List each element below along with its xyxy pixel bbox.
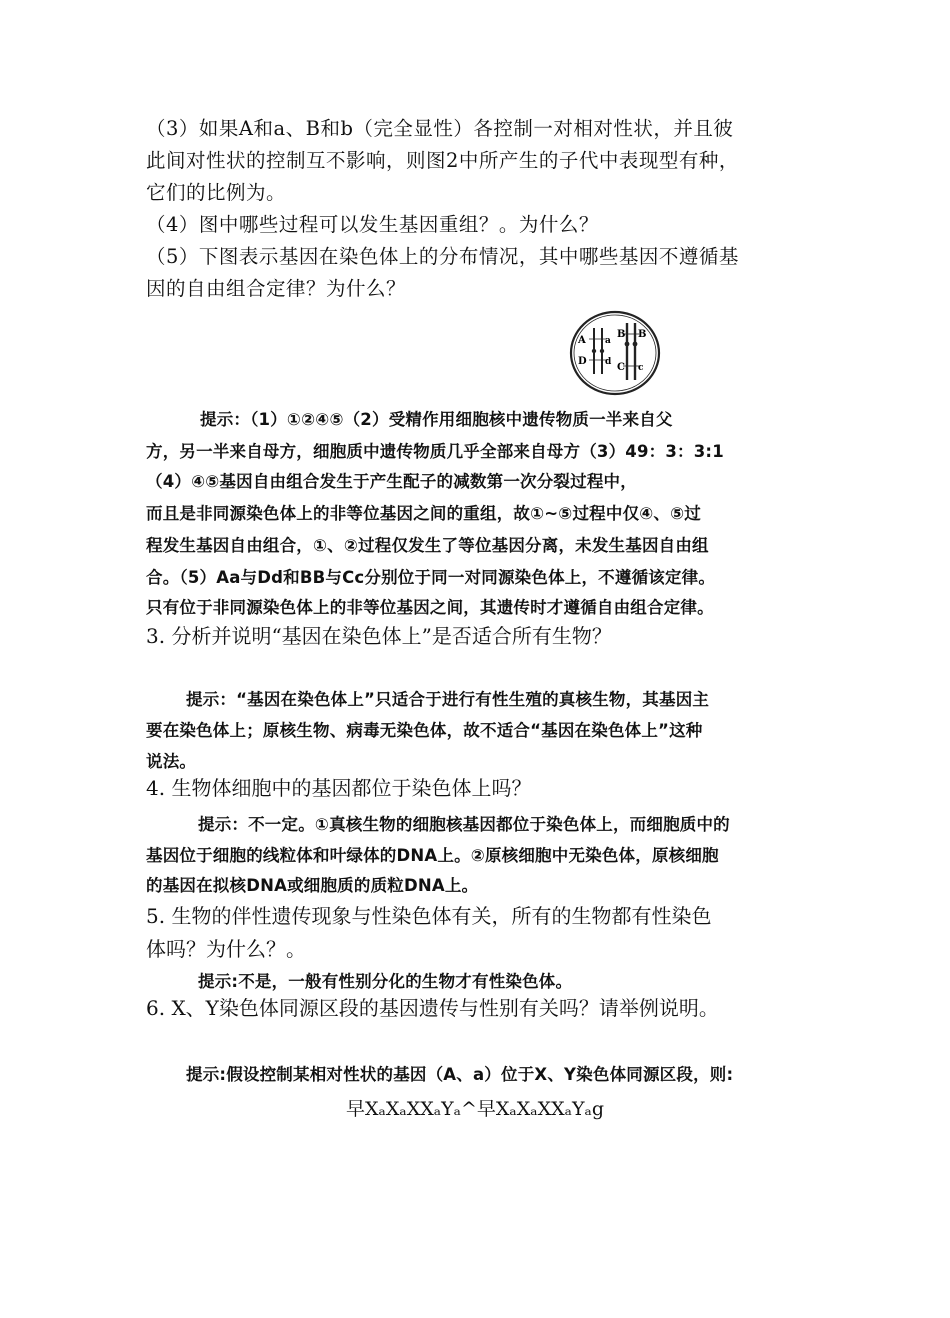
hint-1-line-5: 程发生基因自由组合，①、②过程仅发生了等位基因分离，未发生基因自由组 [146,536,709,555]
q4-line: （4）图中哪些过程可以发生基因重组？。为什么？ [146,213,599,236]
question-4-hint-2: 基因位于细胞的线粒体和叶绿体的DNA上。②原核细胞中无染色体，原核细胞 [146,846,719,865]
gene-label: B [638,329,647,340]
question-5-line-1: 5. 生物的伴性遗传现象与性染色体有关，所有的生物都有性染色 [146,904,712,928]
gene-label: C [617,362,625,373]
gene-label: D [578,356,587,367]
question-5-line-2: 体吗？为什么？。 [146,937,306,961]
hint-1-line-1: 提示：（1）①②④⑤（2）受精作用细胞核中遗传物质一半来自父 [200,410,673,429]
chromosome-cell-diagram [567,308,663,398]
question-4-hint-3: 的基因在拟核DNA或细胞质的质粒DNA上。 [146,876,479,895]
gene-label: A [578,335,586,346]
cell-outline [571,312,659,394]
hint-1-line-3: （4）④⑤基因自由组合发生于产生配子的减数第一次分裂过程中， [146,472,637,491]
gene-label: d [605,357,612,367]
question-3-hint-3: 说法。 [146,752,197,771]
gene-label: a [605,336,611,346]
q3-line-1: （3）如果A和a、B和b（完全显性）各控制一对相对性状，并且彼 [146,117,734,140]
gene-label: B [617,329,626,340]
question-5-hint: 提示:不是，一般有性别分化的生物才有性染色体。 [198,972,573,991]
hint-1-line-7: 只有位于非同源染色体上的非等位基因之间，其遗传时才遵循自由组合定律。 [146,598,714,617]
hint-1-line-2: 方，另一半来自母方，细胞质中遗传物质几乎全部来自母方（3）49：3：3:1 [146,442,724,461]
hint-1-line-4: 而且是非同源染色体上的非等位基因之间的重组，故①~⑤过程中仅④、⑤过 [146,504,702,523]
question-6: 6. X、Y染色体同源区段的基因遗传与性别有关吗？请举例说明。 [146,996,719,1020]
question-4: 4. 生物体细胞中的基因都位于染色体上吗？ [146,776,532,800]
hint-1-line-6: 合。（5）Aa与Dd和BB与Cc分别位于同一对同源染色体上，不遵循该定律。 [146,568,716,587]
question-3-hint-2: 要在染色体上；原核生物、病毒无染色体，故不适合“基因在染色体上”这种 [146,721,703,740]
q3-line-2: 此间对性状的控制互不影响，则图2中所产生的子代中表现型有种， [146,149,739,172]
question-3: 3. 分析并说明“基因在染色体上”是否适合所有生物？ [146,624,612,648]
q5-line-2: 因的自由组合定律？为什么？ [146,277,407,300]
q5-line-1: （5）下图表示基因在染色体上的分布情况，其中哪些基因不遵循基 [146,245,739,268]
genotype-formula: 早XₐXₐXXₐYₐ^早XₐXₐXXₐYₐg [345,1098,604,1120]
gene-label: c [638,363,644,373]
question-4-hint-1: 提示：不一定。①真核生物的细胞核基因都位于染色体上，而细胞质中的 [198,815,730,834]
question-3-hint-1: 提示：“基因在染色体上”只适合于进行有性生殖的真核生物，其基因主 [186,690,710,709]
q3-line-3: 它们的比例为。 [146,181,287,204]
question-6-hint: 提示:假设控制某相对性状的基因（A、a）位于X、Y染色体同源区段，则: [186,1065,734,1084]
